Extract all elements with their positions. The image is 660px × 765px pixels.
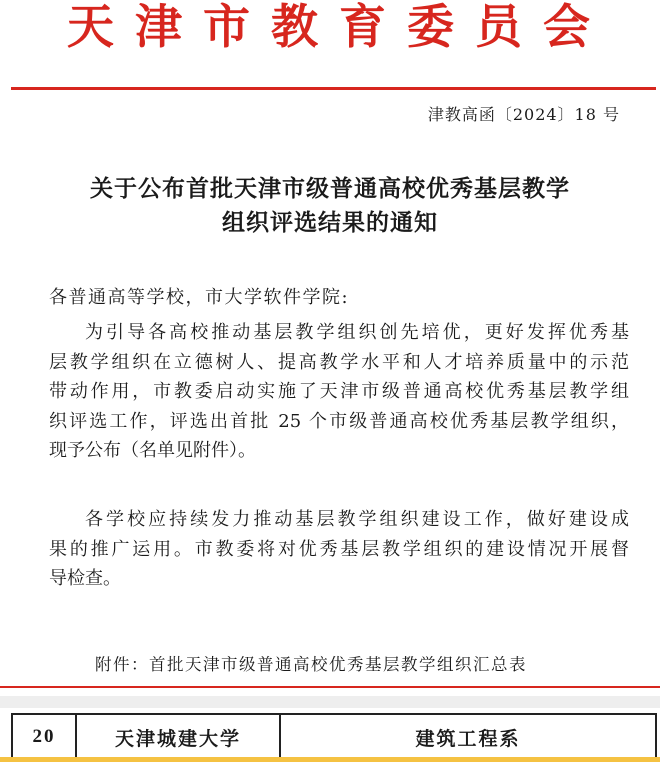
paragraph-line: 层教学组织在立德树人、提高教学水平和人才培养质量中的示范 xyxy=(49,351,629,373)
paragraph-line: 现予公布（名单见附件）。 xyxy=(49,440,256,461)
body-paragraph-2 xyxy=(49,505,629,594)
paragraph-line: 为引导各高校推动基层教学组织创先培优，更好发挥优秀基 xyxy=(85,322,629,343)
table-cell-number: 20 xyxy=(12,714,76,760)
page-separator-line xyxy=(0,686,660,688)
paragraph-line: 导检查。 xyxy=(49,568,121,589)
paragraph-line: 各学校应持续发力推动基层教学组织建设工作，做好建设成 xyxy=(85,509,629,530)
notice-title-line-1: 关于公布首批天津市级普通高校优秀基层教学 xyxy=(90,175,570,202)
highlight-line xyxy=(0,757,660,762)
page-gap-band xyxy=(0,696,660,708)
notice-title xyxy=(0,172,660,240)
table-cell-school: 天津城建大学 xyxy=(76,714,280,760)
paragraph-line: 果的推广运用。市教委将对优秀基层教学组织的建设情况开展督 xyxy=(49,538,629,560)
table-row xyxy=(12,714,656,760)
summary-table xyxy=(11,713,657,761)
letterhead-red-rule xyxy=(11,87,656,90)
paragraph-line: 织评选工作，评选出首批 25 个市级普通高校优秀基层教学组织， xyxy=(49,410,629,432)
paragraph-line: 带动作用，市教委启动实施了天津市级普通高校优秀基层教学组 xyxy=(49,381,629,402)
notice-title-line-2: 组织评选结果的通知 xyxy=(222,209,438,236)
letterhead-title: 天津市教育委员会 xyxy=(67,0,611,55)
body-paragraph-1 xyxy=(49,318,629,466)
document-number: 津教高函〔2024〕18 号 xyxy=(427,105,620,124)
table-cell-organization: 建筑工程系 xyxy=(280,714,656,760)
attachment-note: 附件：首批天津市级普通高校优秀基层教学组织汇总表 xyxy=(95,655,527,674)
salutation: 各普通高等学校，市大学软件学院: xyxy=(49,287,350,308)
